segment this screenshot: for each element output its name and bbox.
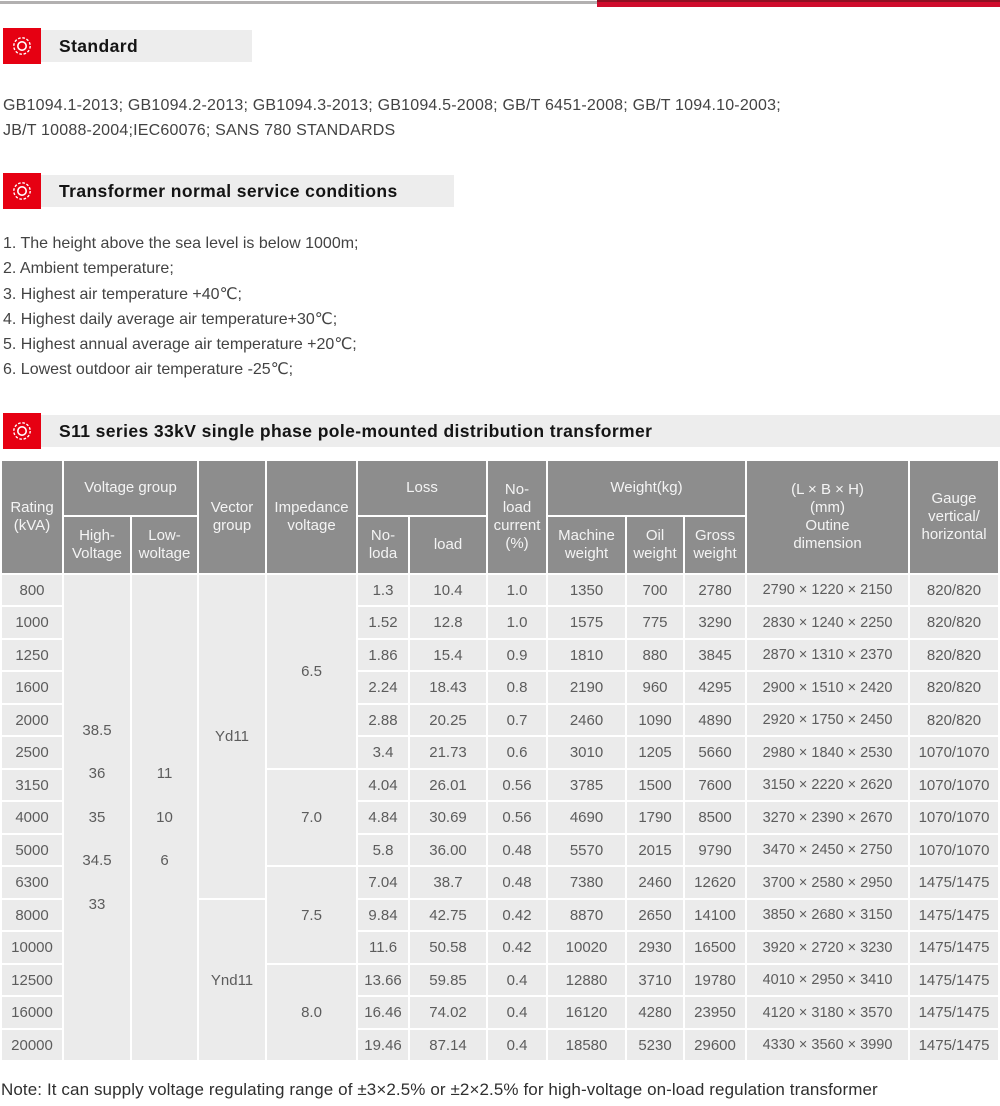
cell-impedance-voltage: 8.0 <box>267 965 356 1061</box>
cell-oil-weight: 1090 <box>627 705 683 736</box>
cell-oil-weight: 2460 <box>627 867 683 898</box>
rosette-icon <box>9 418 35 444</box>
th-dimension: (L × B × H) (mm) Outine dimension <box>747 461 908 573</box>
cell-no-load-current: 0.6 <box>488 737 546 768</box>
cell-gauge: 1070/1070 <box>910 835 998 866</box>
cell-no-load-current: 0.8 <box>488 672 546 703</box>
cell-gross-weight: 8500 <box>685 802 745 833</box>
top-red-rule <box>597 0 1000 7</box>
th-oil-weight: Oil weight <box>627 517 683 573</box>
cell-oil-weight: 5230 <box>627 1030 683 1061</box>
cell-no-load-loss: 13.66 <box>358 965 408 996</box>
cell-oil-weight: 1205 <box>627 737 683 768</box>
cell-gauge: 1475/1475 <box>910 1030 998 1061</box>
cell-no-load-loss: 11.6 <box>358 932 408 963</box>
cell-no-load-current: 1.0 <box>488 607 546 638</box>
cell-no-load-loss: 5.8 <box>358 835 408 866</box>
cell-no-load-current: 0.42 <box>488 932 546 963</box>
cell-no-load-loss: 1.52 <box>358 607 408 638</box>
th-no-load-current: No- load current (%) <box>488 461 546 573</box>
cell-load-loss: 59.85 <box>410 965 486 996</box>
cell-machine-weight: 2190 <box>548 672 625 703</box>
cell-load-loss: 87.14 <box>410 1030 486 1061</box>
cell-oil-weight: 1500 <box>627 770 683 801</box>
th-load-loss: load <box>410 517 486 573</box>
cell-rating: 1600 <box>2 672 62 703</box>
cell-oil-weight: 880 <box>627 640 683 671</box>
cell-machine-weight: 1350 <box>548 575 625 606</box>
cell-gauge: 1475/1475 <box>910 867 998 898</box>
service-conditions-list <box>3 231 1000 383</box>
cell-rating: 2000 <box>2 705 62 736</box>
cell-no-load-loss: 3.4 <box>358 737 408 768</box>
rosette-icon <box>9 178 35 204</box>
cell-machine-weight: 16120 <box>548 997 625 1028</box>
cell-no-load-current: 0.7 <box>488 705 546 736</box>
cell-load-loss: 74.02 <box>410 997 486 1028</box>
cell-rating: 12500 <box>2 965 62 996</box>
th-no-load-loss: No- loda <box>358 517 408 573</box>
section-title: Standard <box>41 30 252 62</box>
top-gray-rule <box>0 1 597 4</box>
th-low-voltage: Low- woltage <box>132 517 197 573</box>
cell-gross-weight: 3845 <box>685 640 745 671</box>
cell-gauge: 820/820 <box>910 575 998 606</box>
header-row-1 <box>2 461 998 515</box>
cell-no-load-loss: 1.3 <box>358 575 408 606</box>
cell-gauge: 1070/1070 <box>910 770 998 801</box>
cell-machine-weight: 18580 <box>548 1030 625 1061</box>
top-decorative-bar <box>0 0 1000 7</box>
cell-no-load-current: 0.4 <box>488 997 546 1028</box>
cell-rating: 2500 <box>2 737 62 768</box>
cell-gauge: 1475/1475 <box>910 997 998 1028</box>
cell-rating: 800 <box>2 575 62 606</box>
cell-gauge: 1475/1475 <box>910 965 998 996</box>
th-voltage-group: Voltage group <box>64 461 197 515</box>
th-machine-weight: Machine weight <box>548 517 625 573</box>
cell-no-load-loss: 2.24 <box>358 672 408 703</box>
cell-oil-weight: 700 <box>627 575 683 606</box>
cell-oil-weight: 4280 <box>627 997 683 1028</box>
cell-machine-weight: 1575 <box>548 607 625 638</box>
section-title: Transformer normal service conditions <box>41 175 454 207</box>
th-weight: Weight(kg) <box>548 461 745 515</box>
cell-outline-dimension: 4010 × 2950 × 3410 <box>747 965 908 996</box>
cell-impedance-voltage: 7.5 <box>267 867 356 963</box>
cell-high-voltage: 38.5 36 35 34.5 33 <box>64 575 130 1061</box>
cell-rating: 5000 <box>2 835 62 866</box>
cell-no-load-loss: 9.84 <box>358 900 408 931</box>
section-header-s11-series <box>3 413 1000 449</box>
th-loss: Loss <box>358 461 486 515</box>
table-row <box>2 575 998 606</box>
standards-line-1: GB1094.1-2013; GB1094.2-2013; GB1094.3-2013; GB1094.5-2008; GB/T 6451-2008; GB/T 1094.10-2003; <box>3 97 781 114</box>
cell-outline-dimension: 2870 × 1310 × 2370 <box>747 640 908 671</box>
cell-load-loss: 10.4 <box>410 575 486 606</box>
cell-machine-weight: 3785 <box>548 770 625 801</box>
cell-outline-dimension: 2900 × 1510 × 2420 <box>747 672 908 703</box>
cell-oil-weight: 3710 <box>627 965 683 996</box>
footnote: Note: It can supply voltage regulating range of ±3×2.5% or ±2×2.5% for high-voltage on-load regulation transformer <box>1 1080 878 1100</box>
cell-machine-weight: 10020 <box>548 932 625 963</box>
cell-impedance-voltage: 6.5 <box>267 575 356 768</box>
cell-load-loss: 36.00 <box>410 835 486 866</box>
cell-machine-weight: 12880 <box>548 965 625 996</box>
cell-gross-weight: 4295 <box>685 672 745 703</box>
condition-item: 2. Ambient temperature; <box>3 260 174 278</box>
cell-gross-weight: 9790 <box>685 835 745 866</box>
cell-load-loss: 38.7 <box>410 867 486 898</box>
cell-no-load-current: 1.0 <box>488 575 546 606</box>
cell-outline-dimension: 3700 × 2580 × 2950 <box>747 867 908 898</box>
cell-no-load-loss: 4.84 <box>358 802 408 833</box>
cell-no-load-loss: 2.88 <box>358 705 408 736</box>
cell-outline-dimension: 2790 × 1220 × 2150 <box>747 575 908 606</box>
cell-no-load-loss: 19.46 <box>358 1030 408 1061</box>
cell-outline-dimension: 2830 × 1240 × 2250 <box>747 607 908 638</box>
cell-outline-dimension: 4330 × 3560 × 3990 <box>747 1030 908 1061</box>
cell-rating: 8000 <box>2 900 62 931</box>
cell-no-load-loss: 7.04 <box>358 867 408 898</box>
cell-oil-weight: 1790 <box>627 802 683 833</box>
cell-no-load-current: 0.9 <box>488 640 546 671</box>
th-gauge: Gauge vertical/ horizontal <box>910 461 998 573</box>
cell-no-load-current: 0.4 <box>488 965 546 996</box>
cell-gross-weight: 7600 <box>685 770 745 801</box>
cell-oil-weight: 2650 <box>627 900 683 931</box>
cell-gauge: 820/820 <box>910 672 998 703</box>
cell-oil-weight: 2930 <box>627 932 683 963</box>
cell-outline-dimension: 3920 × 2720 × 3230 <box>747 932 908 963</box>
cell-gauge: 1475/1475 <box>910 900 998 931</box>
cell-gauge: 1070/1070 <box>910 802 998 833</box>
cell-load-loss: 18.43 <box>410 672 486 703</box>
condition-item: 5. Highest annual average air temperature +20℃; <box>3 336 357 354</box>
section-header-standard <box>3 28 1000 64</box>
th-impedance-voltage: Impedance voltage <box>267 461 356 573</box>
cell-gross-weight: 2780 <box>685 575 745 606</box>
cell-machine-weight: 2460 <box>548 705 625 736</box>
cell-no-load-loss: 4.04 <box>358 770 408 801</box>
rosette-icon <box>9 33 35 59</box>
cell-vector-group: Yd11 <box>199 575 265 898</box>
cell-gross-weight: 19780 <box>685 965 745 996</box>
th-rating: Rating (kVA) <box>2 461 62 573</box>
cell-rating: 10000 <box>2 932 62 963</box>
cell-load-loss: 42.75 <box>410 900 486 931</box>
cell-gauge: 820/820 <box>910 640 998 671</box>
condition-item: 3. Highest air temperature +40℃; <box>3 285 242 303</box>
cell-no-load-loss: 1.86 <box>358 640 408 671</box>
section-title: S11 series 33kV single phase pole-mounted distribution transformer <box>41 415 1000 447</box>
cell-no-load-current: 0.56 <box>488 770 546 801</box>
section-bullet-icon <box>3 173 41 209</box>
cell-no-load-loss: 16.46 <box>358 997 408 1028</box>
cell-oil-weight: 960 <box>627 672 683 703</box>
cell-rating: 6300 <box>2 867 62 898</box>
section-header-service-conditions <box>3 173 1000 209</box>
cell-rating: 16000 <box>2 997 62 1028</box>
section-bullet-icon <box>3 28 41 64</box>
cell-gauge: 1475/1475 <box>910 932 998 963</box>
cell-gross-weight: 5660 <box>685 737 745 768</box>
cell-oil-weight: 2015 <box>627 835 683 866</box>
transformer-spec-table <box>0 459 1000 1063</box>
cell-impedance-voltage: 7.0 <box>267 770 356 866</box>
standards-paragraph <box>3 94 1000 143</box>
cell-gross-weight: 29600 <box>685 1030 745 1061</box>
condition-item: 4. Highest daily average air temperature+30℃; <box>3 310 338 328</box>
section-bullet-icon <box>3 413 41 449</box>
cell-machine-weight: 1810 <box>548 640 625 671</box>
th-vector-group: Vector group <box>199 461 265 573</box>
cell-outline-dimension: 3270 × 2390 × 2670 <box>747 802 908 833</box>
cell-no-load-current: 0.4 <box>488 1030 546 1061</box>
cell-outline-dimension: 3470 × 2450 × 2750 <box>747 835 908 866</box>
cell-load-loss: 26.01 <box>410 770 486 801</box>
cell-outline-dimension: 3150 × 2220 × 2620 <box>747 770 908 801</box>
th-high-voltage: High- Voltage <box>64 517 130 573</box>
cell-no-load-current: 0.56 <box>488 802 546 833</box>
cell-gross-weight: 14100 <box>685 900 745 931</box>
cell-rating: 3150 <box>2 770 62 801</box>
condition-item: 6. Lowest outdoor air temperature -25℃; <box>3 361 294 379</box>
cell-machine-weight: 4690 <box>548 802 625 833</box>
cell-load-loss: 21.73 <box>410 737 486 768</box>
cell-machine-weight: 5570 <box>548 835 625 866</box>
spec-table-head <box>2 461 998 573</box>
cell-rating: 4000 <box>2 802 62 833</box>
cell-gross-weight: 4890 <box>685 705 745 736</box>
cell-load-loss: 20.25 <box>410 705 486 736</box>
cell-no-load-current: 0.48 <box>488 835 546 866</box>
cell-outline-dimension: 2980 × 1840 × 2530 <box>747 737 908 768</box>
cell-gauge: 820/820 <box>910 607 998 638</box>
cell-gross-weight: 3290 <box>685 607 745 638</box>
cell-outline-dimension: 2920 × 1750 × 2450 <box>747 705 908 736</box>
cell-machine-weight: 3010 <box>548 737 625 768</box>
cell-low-voltage: 11 10 6 <box>132 575 197 1061</box>
cell-machine-weight: 8870 <box>548 900 625 931</box>
spec-table-body <box>2 575 998 1061</box>
standards-line-2: JB/T 10088-2004;IEC60076; SANS 780 STANDARDS <box>3 121 396 139</box>
cell-gauge: 1070/1070 <box>910 737 998 768</box>
cell-rating: 20000 <box>2 1030 62 1061</box>
cell-oil-weight: 775 <box>627 607 683 638</box>
cell-load-loss: 15.4 <box>410 640 486 671</box>
cell-gross-weight: 16500 <box>685 932 745 963</box>
condition-item: 1. The height above the sea level is below 1000m; <box>3 235 359 252</box>
cell-gross-weight: 12620 <box>685 867 745 898</box>
cell-vector-group: Ynd11 <box>199 900 265 1061</box>
cell-outline-dimension: 4120 × 3180 × 3570 <box>747 997 908 1028</box>
cell-load-loss: 30.69 <box>410 802 486 833</box>
cell-no-load-current: 0.42 <box>488 900 546 931</box>
cell-machine-weight: 7380 <box>548 867 625 898</box>
cell-load-loss: 50.58 <box>410 932 486 963</box>
cell-rating: 1250 <box>2 640 62 671</box>
cell-rating: 1000 <box>2 607 62 638</box>
cell-outline-dimension: 3850 × 2680 × 3150 <box>747 900 908 931</box>
cell-no-load-current: 0.48 <box>488 867 546 898</box>
cell-gross-weight: 23950 <box>685 997 745 1028</box>
th-gross-weight: Gross weight <box>685 517 745 573</box>
cell-load-loss: 12.8 <box>410 607 486 638</box>
cell-gauge: 820/820 <box>910 705 998 736</box>
